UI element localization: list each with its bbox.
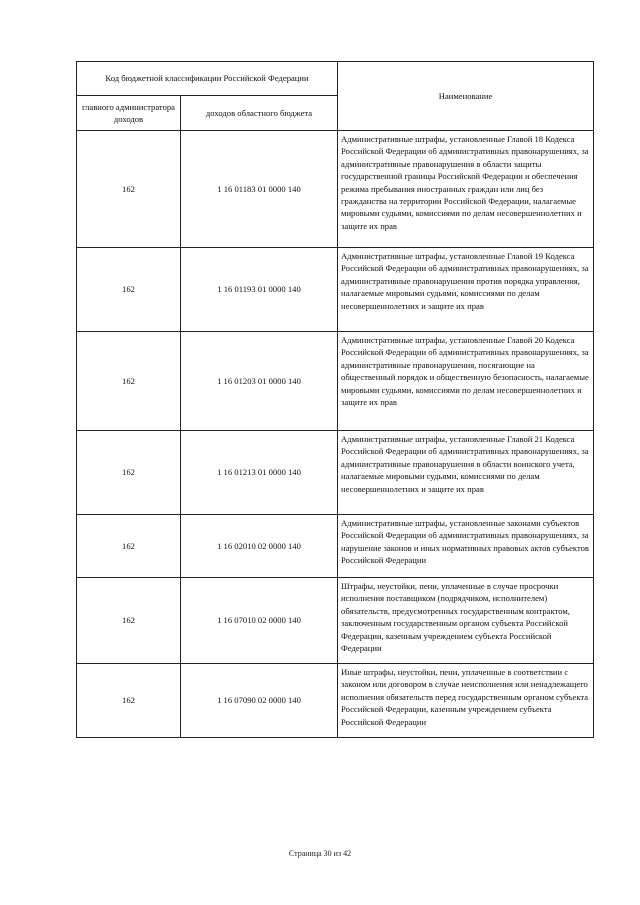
cell-budget-code: 1 16 01213 01 0000 140 — [181, 431, 338, 515]
cell-description: Административные штрафы, установленные Главой 20 Кодекса Российской Федерации об административных правонарушениях, за административные правонарушения, посягающие на общественный порядок и общественную безопасность, налагаемые мировыми судьями, комиссиями по делам несовершеннолетних и защите их прав — [338, 332, 594, 431]
table-row — [77, 332, 594, 431]
cell-administrator-code: 162 — [77, 515, 181, 578]
table-row — [77, 431, 594, 515]
table-row — [77, 578, 594, 664]
cell-description: Административные штрафы, установленные Главой 18 Кодекса Российской Федерации об административных правонарушениях, за административные правонарушения в области защиты государственной границы Российской Федерации и обеспечения режима пребывания иностранных граждан или лиц без гражданства на территории Российской Федерации, налагаемые мировыми судьями, комиссиями по делам несовершеннолетних и защите их прав — [338, 131, 594, 248]
table-body — [77, 131, 594, 738]
cell-budget-code: 1 16 07090 02 0000 140 — [181, 664, 338, 738]
cell-budget-code: 1 16 01193 01 0000 140 — [181, 248, 338, 332]
cell-administrator-code: 162 — [77, 578, 181, 664]
header-budget-code-group: Код бюджетной классификации Российской Федерации — [77, 62, 338, 96]
cell-budget-code: 1 16 07010 02 0000 140 — [181, 578, 338, 664]
cell-budget-code: 1 16 01183 01 0000 140 — [181, 131, 338, 248]
cell-budget-code: 1 16 02010 02 0000 140 — [181, 515, 338, 578]
page-number: Страница 30 из 42 — [288, 849, 352, 858]
cell-description: Административные штрафы, установленные законами субъектов Российской Федерации об административных правонарушениях, за нарушение законов и иных нормативных правовых актов субъектов Российской Федерации — [338, 515, 594, 578]
budget-classification-table — [76, 61, 594, 738]
cell-description: Административные штрафы, установленные Главой 21 Кодекса Российской Федерации об административных правонарушениях, за административные правонарушения в области воинского учета, налагаемые мировыми судьями, комиссиями по делам несовершеннолетних и защите их прав — [338, 431, 594, 515]
table-row — [77, 664, 594, 738]
cell-administrator-code: 162 — [77, 131, 181, 248]
cell-administrator-code: 162 — [77, 431, 181, 515]
table-row — [77, 131, 594, 248]
header-regional-budget-income: доходов областного бюджета — [181, 96, 338, 131]
table-header-row — [77, 62, 594, 96]
table-row — [77, 515, 594, 578]
cell-description: Штрафы, неустойки, пени, уплаченные в случае просрочки исполнения поставщиком (подрядчиком, исполнителем) обязательств, предусмотренных государственным контрактом, заключенным государственным органом субъекта Российской Федерации, казенным учреждением субъекта Российской Федерации — [338, 578, 594, 664]
cell-description: Иные штрафы, неустойки, пени, уплаченные в соответствии с законом или договором в случае неисполнения или ненадлежащего исполнения обязательств перед государственным органом субъекта Российской Федерации, казенным учреждением субъекта Российской Федерации — [338, 664, 594, 738]
cell-description: Административные штрафы, установленные Главой 19 Кодекса Российской Федерации об административных правонарушениях, за административные правонарушения против порядка управления, налагаемые мировыми судьями, комиссиями по делам несовершеннолетних и защите их прав — [338, 248, 594, 332]
table-row — [77, 248, 594, 332]
header-name: Наименование — [338, 62, 594, 131]
cell-administrator-code: 162 — [77, 664, 181, 738]
header-main-administrator: главного администратора доходов — [77, 96, 181, 131]
cell-administrator-code: 162 — [77, 332, 181, 431]
cell-budget-code: 1 16 01203 01 0000 140 — [181, 332, 338, 431]
cell-administrator-code: 162 — [77, 248, 181, 332]
